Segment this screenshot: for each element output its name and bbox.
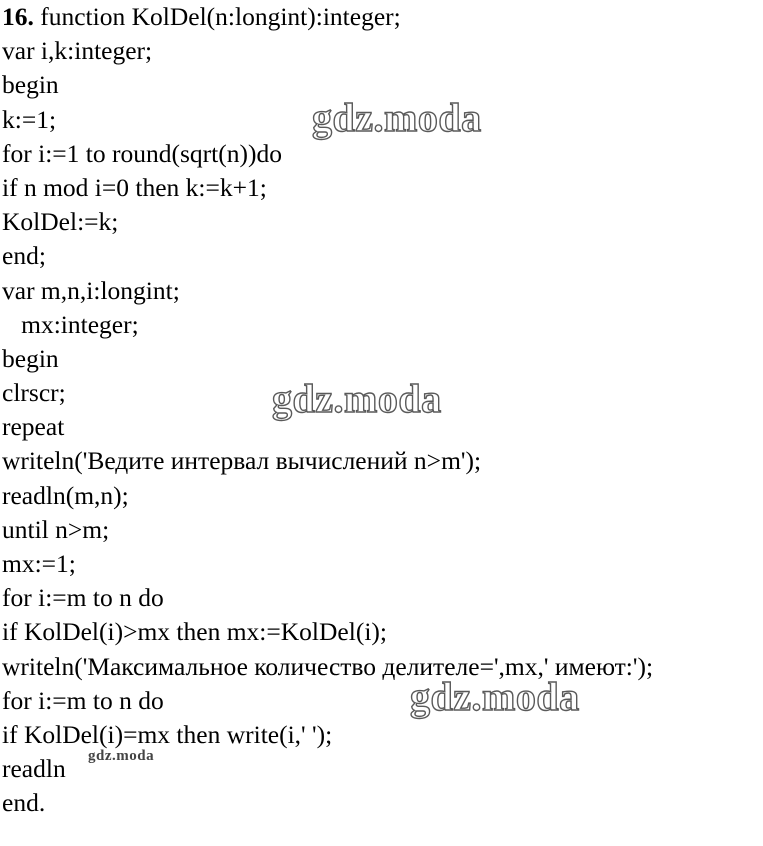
- code-text: clrscr;: [2, 378, 66, 408]
- code-text: if KolDel(i)>mx then mx:=KolDel(i);: [2, 617, 387, 647]
- code-text: begin: [2, 70, 59, 100]
- code-line: [2, 581, 653, 615]
- code-text: writeln('Максимальное количество делителе=',mx,' имеют:');: [2, 651, 654, 681]
- code-line: [2, 274, 653, 308]
- code-line: [2, 342, 653, 376]
- code-text: var m,n,i:longint;: [2, 275, 180, 305]
- code-text: for i:=m to n do: [2, 583, 164, 613]
- code-line: [2, 137, 653, 171]
- watermark-gdz-moda: gdz.moda: [312, 95, 482, 140]
- code-text: if KolDel(i)=mx then write(i,' ');: [2, 719, 333, 749]
- code-line: [2, 205, 653, 239]
- code-text: KolDel:=k;: [2, 207, 119, 237]
- code-line: [2, 239, 653, 273]
- watermark-gdz-moda: gdz.moda: [410, 674, 580, 719]
- code-text: mx:=1;: [2, 549, 76, 578]
- code-line: [2, 513, 653, 547]
- code-text: writeln('Ведите интервал вычислений n>m');: [2, 446, 482, 476]
- code-text: if n mod i=0 then k:=k+1;: [2, 172, 267, 202]
- watermark-gdz-moda-small: gdz.moda: [88, 748, 155, 764]
- code-text: end;: [2, 241, 46, 271]
- code-line: [2, 444, 653, 478]
- code-text: end.: [2, 788, 46, 818]
- code-line: [2, 718, 653, 752]
- code-text: mx:integer;: [2, 309, 139, 339]
- code-line: [2, 0, 653, 34]
- code-line: [2, 547, 653, 581]
- problem-number: 16.: [2, 2, 34, 31]
- code-line: [2, 786, 653, 820]
- code-line: [2, 479, 653, 513]
- code-text: var i,k:integer;: [2, 36, 153, 66]
- code-text: repeat: [2, 412, 65, 442]
- code-line: [2, 615, 653, 649]
- code-line: [2, 171, 653, 205]
- watermark-gdz-moda: gdz.moda: [272, 376, 442, 421]
- code-text: for i:=m to n do: [2, 685, 164, 715]
- code-text: readln(m,n);: [2, 480, 129, 510]
- code-text: for i:=1 to round(sqrt(n))do: [2, 138, 282, 168]
- code-text: until n>m;: [2, 514, 110, 544]
- code-text: function KolDel(n:longint):integer;: [33, 2, 401, 31]
- code-text: begin: [2, 343, 59, 373]
- code-line: [2, 308, 653, 342]
- code-text: readln: [2, 754, 66, 784]
- code-line: [2, 34, 653, 68]
- code-text: k:=1;: [2, 104, 57, 134]
